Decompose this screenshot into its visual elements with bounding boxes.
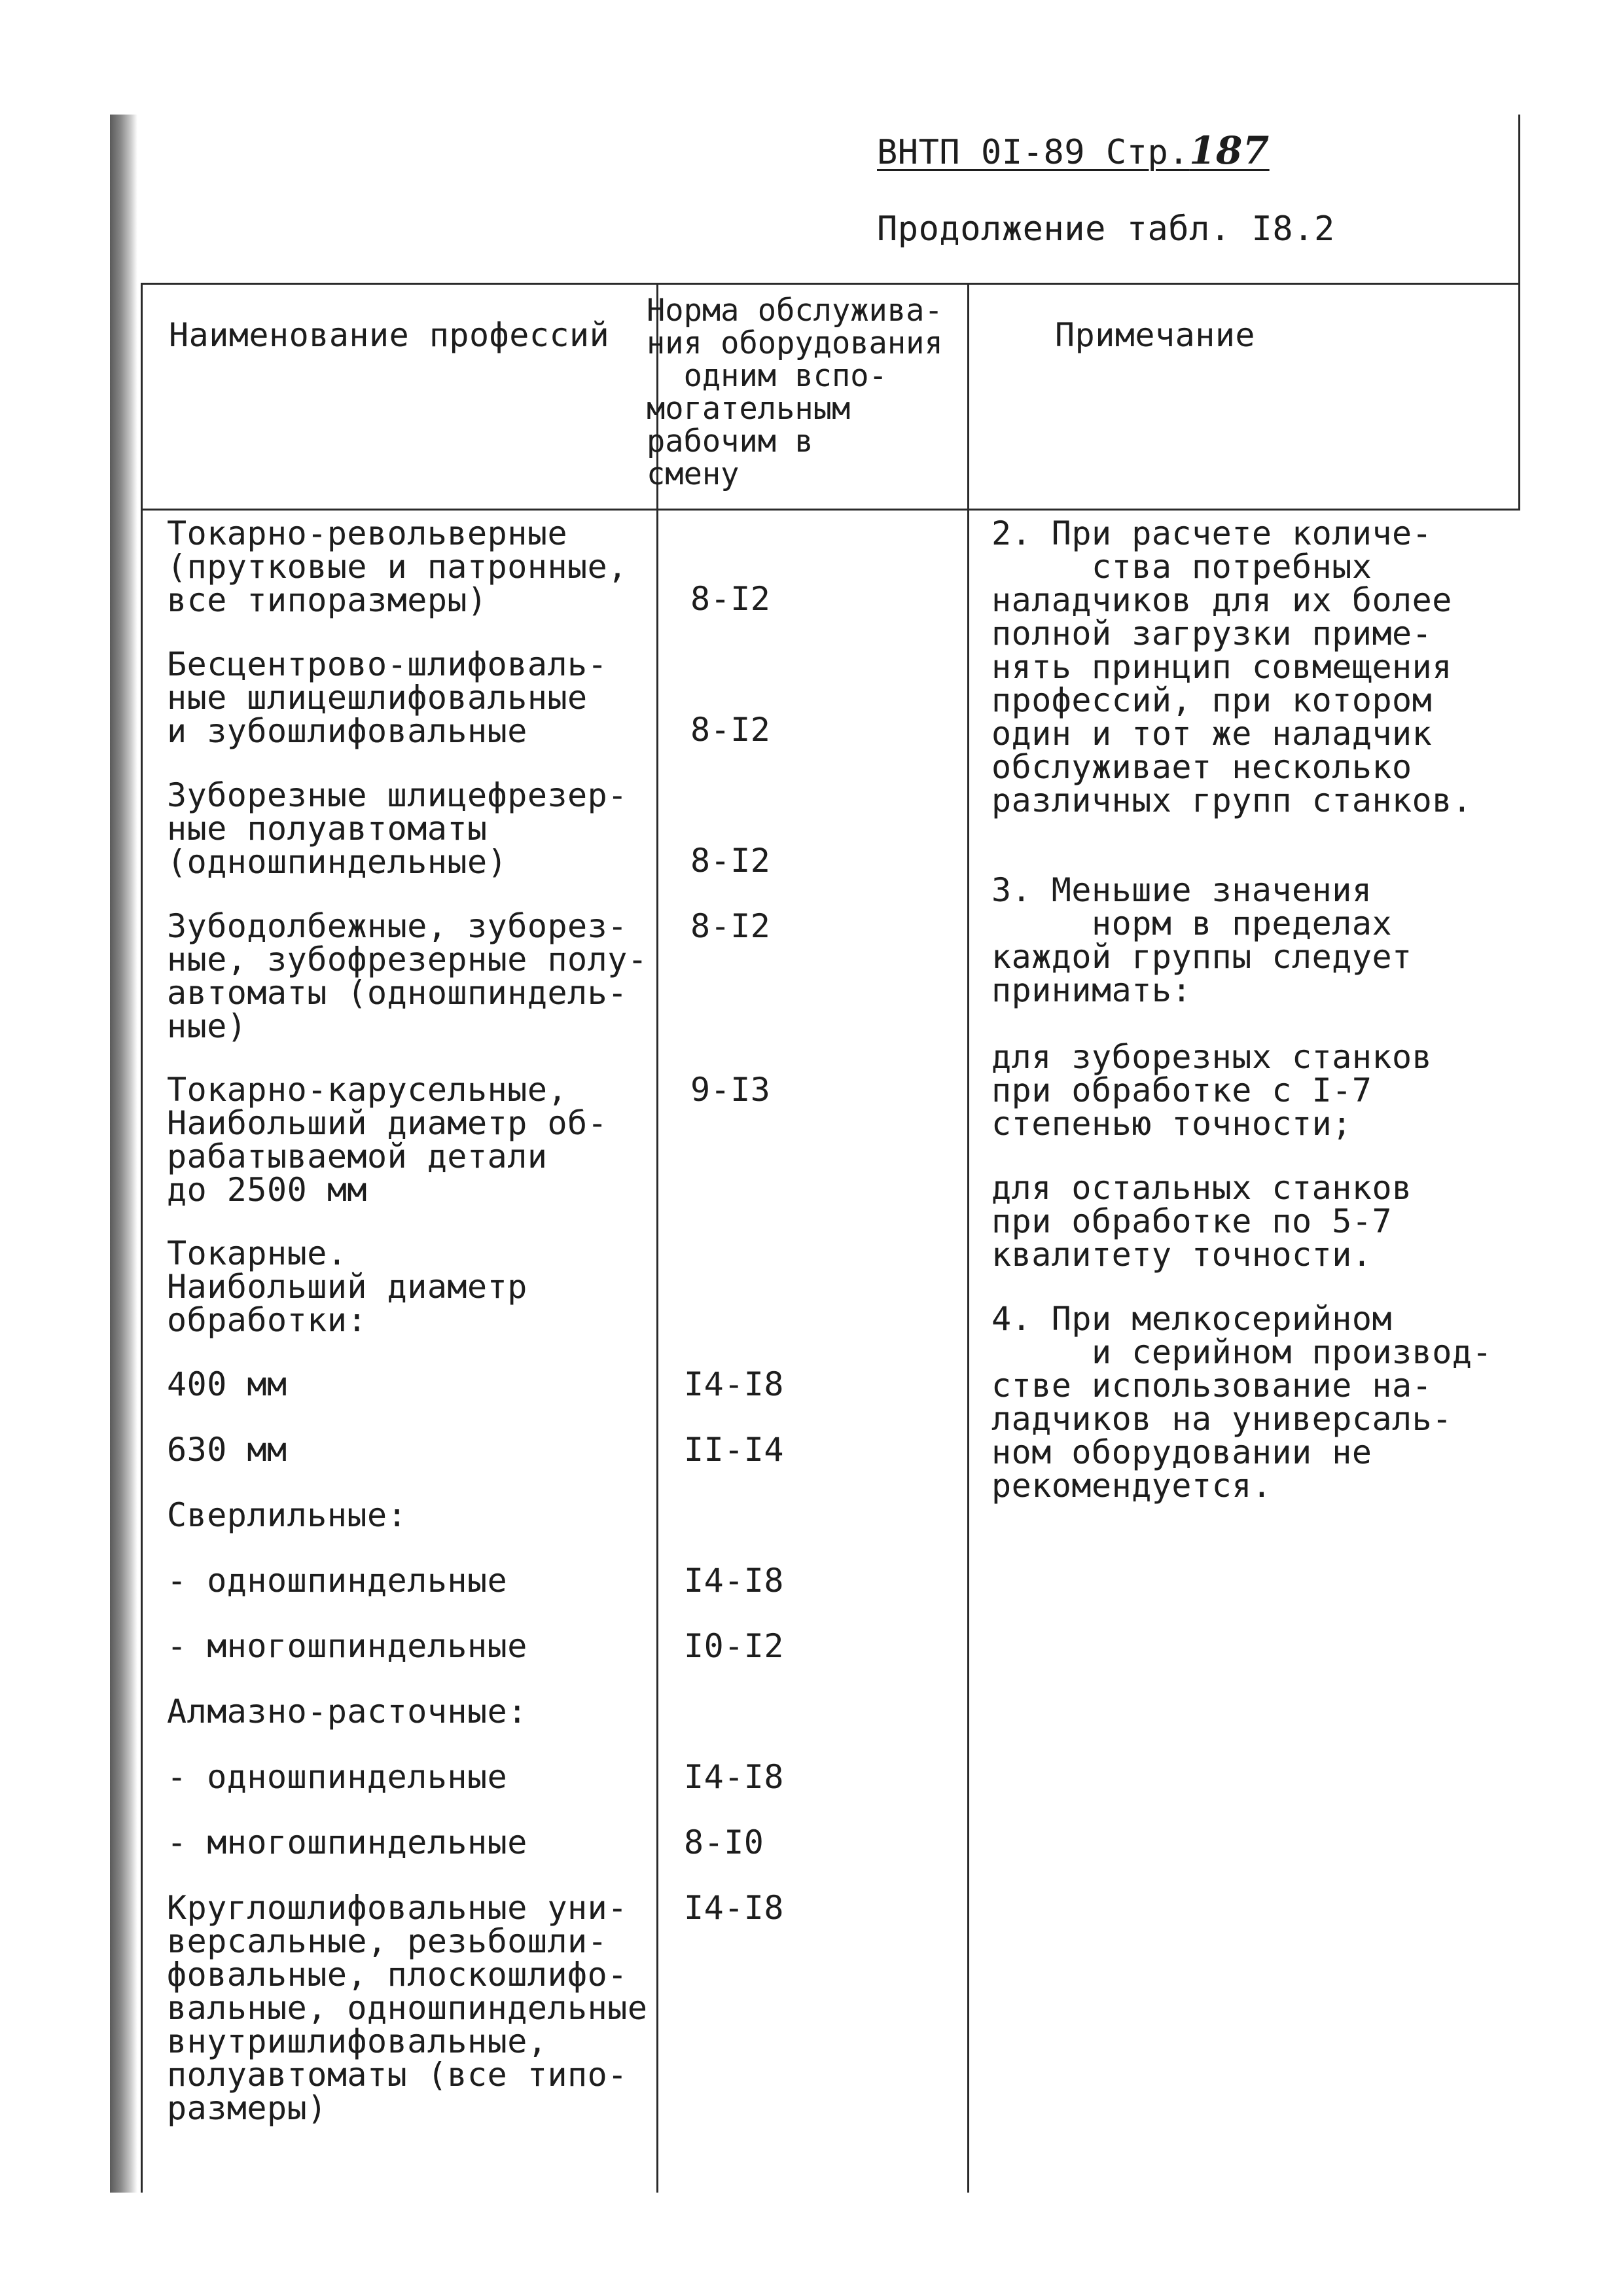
row-7-norm: I4-I8: [684, 1365, 785, 1403]
row-3-norm: 8-I2: [690, 842, 771, 880]
header-service-norm: Норма обслужива- ния оборудования одним вспо- могательным рабочим в смену: [647, 293, 943, 492]
table-top-border: [141, 283, 1520, 285]
note-4: 4. При мелкосерийном и серийном производ- стве использование на- ладчиков на универсаль- ном оборудовании не рекомендуется.: [991, 1300, 1493, 1505]
column-divider-2: [967, 283, 969, 2193]
note-3-other: для остальных станков при обработке по 5-7 квалитету точности.: [991, 1169, 1412, 1274]
page-number: 187: [1189, 128, 1270, 173]
table-left-border: [141, 283, 143, 2193]
note-3-zuborez: для зуборезных станков при обработке с I-7 степенью точности;: [991, 1038, 1433, 1143]
row-4-name: Зубодолбежные, зуборез- ные, зубофрезерные полу- автоматы (одношпиндель- ные): [167, 907, 648, 1045]
row-13-name: - одношпиндельные: [167, 1758, 508, 1796]
table-continuation-label: Продолжение табл. I8.2: [877, 209, 1335, 249]
row-2-norm: 8-I2: [690, 711, 771, 749]
header-note: Примечание: [1055, 316, 1256, 354]
row-15-name: Круглошлифовальные уни- версальные, резьбошли- фовальные, плоскошлифо- вальные, одношпиндельные внутришлифовальные, полуавтоматы (все типо- размеры): [167, 1889, 648, 2127]
row-2-name: Бесцентрово-шлифоваль- ные шлицешлифовальные и зубошлифовальные: [167, 645, 608, 750]
row-13-norm: I4-I8: [684, 1758, 785, 1796]
row-5-name: Токарно-карусельные, Наибольший диаметр об- рабатываемой детали до 2500 мм: [167, 1071, 608, 1209]
row-1-name: Токарно-револьверные (прутковые и патронные, все типоразмеры): [167, 514, 628, 619]
column-divider-1: [656, 283, 658, 2193]
note-3: 3. Меньшие значения норм в пределах каждой группы следует принимать:: [991, 871, 1412, 1009]
row-14-norm: 8-I0: [684, 1823, 764, 1861]
row-11-norm: I0-I2: [684, 1627, 785, 1665]
row-10-name: - одношпиндельные: [167, 1562, 508, 1600]
row-8-norm: II-I4: [684, 1431, 785, 1469]
row-14-name: - многошпиндельные: [167, 1823, 527, 1861]
row-3-name: Зуборезные шлицефрезер- ные полуавтоматы (одношпиндельные): [167, 776, 628, 881]
row-8-name: 630 мм: [167, 1431, 287, 1469]
row-9-name: Сверлильные:: [167, 1496, 408, 1534]
table-right-border: [1518, 115, 1520, 511]
row-15-norm: I4-I8: [684, 1889, 785, 1927]
row-11-name: - многошпиндельные: [167, 1627, 527, 1665]
row-1-norm: 8-I2: [690, 580, 771, 618]
row-12-name: Алмазно-расточные:: [167, 1693, 527, 1731]
table-header-divider: [141, 509, 1520, 511]
header-profession-name: Наименование профессий: [169, 316, 610, 354]
document-code: ВНТП 0I-89 Стр.187: [877, 128, 1270, 173]
row-4-norm: 8-I2: [690, 907, 771, 945]
scan-binding-edge: [110, 115, 137, 2193]
row-7-name: 400 мм: [167, 1365, 287, 1403]
row-5-norm: 9-I3: [690, 1071, 771, 1109]
row-10-norm: I4-I8: [684, 1562, 785, 1600]
note-2: 2. При расчете количе- ства потребных наладчиков для их более полной загрузки приме- нять принцип совмещения профессий, при котором один и тот же наладчик обслуживает несколько различных групп станков.: [991, 514, 1472, 819]
row-6-name: Токарные. Наибольший диаметр обработки:: [167, 1234, 527, 1339]
